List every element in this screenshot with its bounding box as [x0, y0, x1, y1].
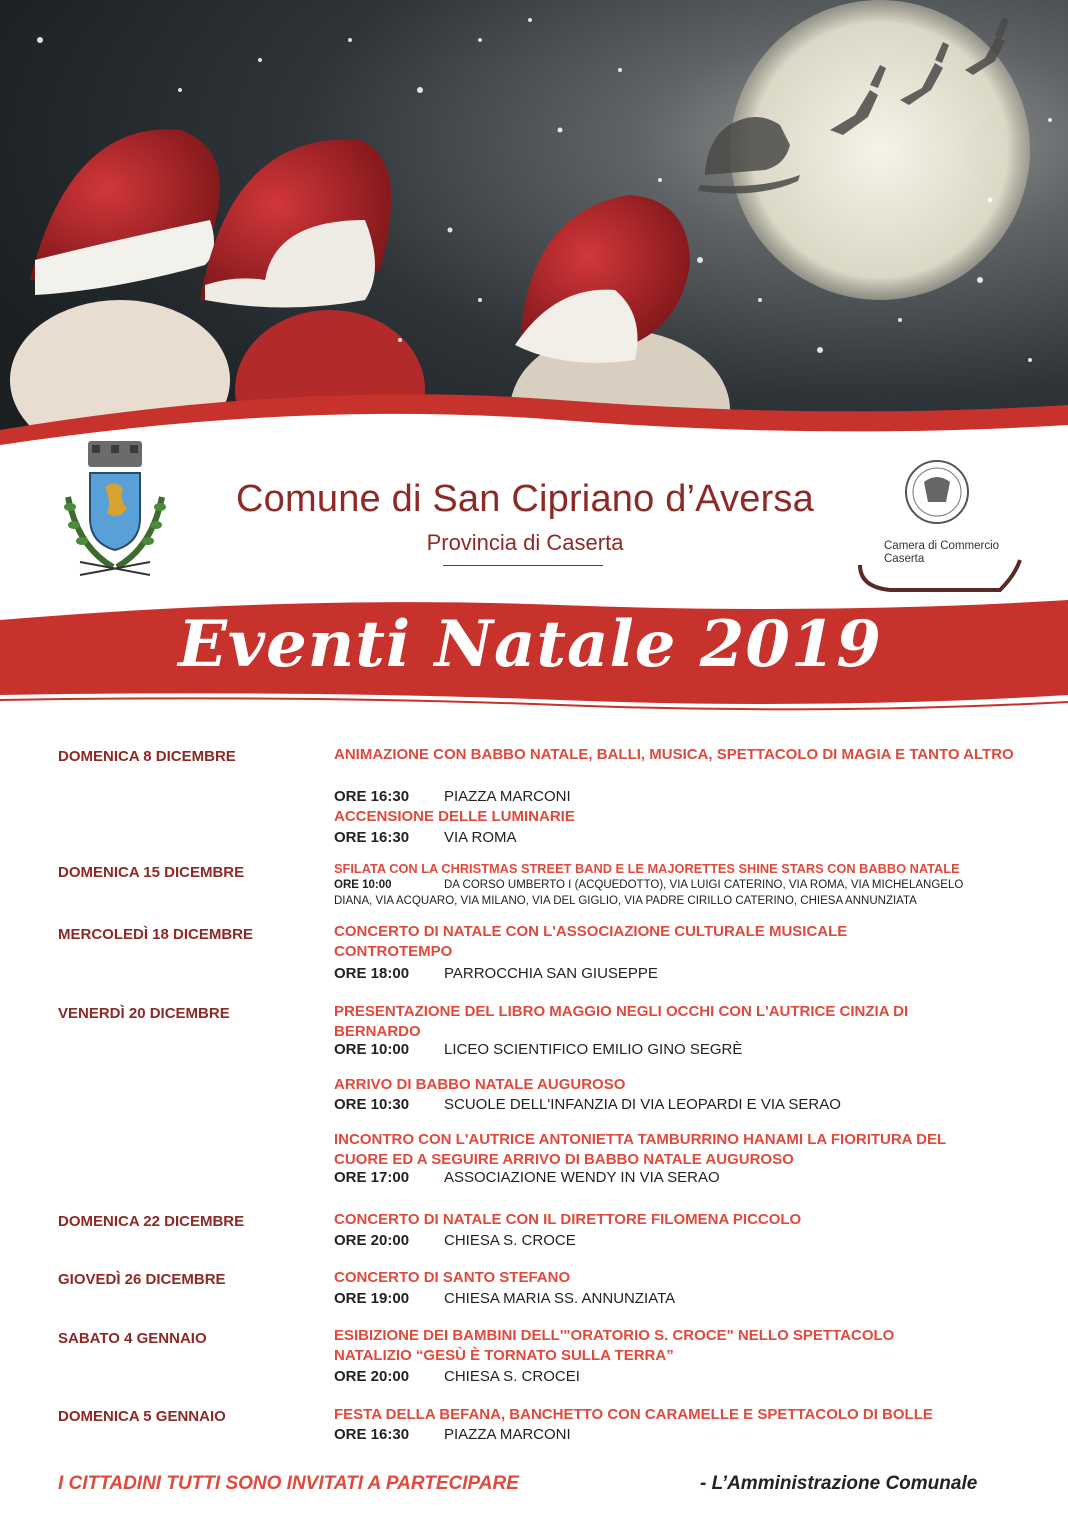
event-title: FESTA DELLA BEFANA, BANCHETTO CON CARAMELLE E SPETTACOLO DI BOLLE [334, 1406, 933, 1423]
event-title: ESIBIZIONE DEI BAMBINI DELL'"ORATORIO S. CROCE" NELLO SPETTACOLO NATALIZIO “GESÙ È TORNATO SULLA TERRA” [334, 1327, 895, 1364]
event-title: PRESENTAZIONE DEL LIBRO MAGGIO NEGLI OCCHI CON L'AUTRICE CINZIA DI BERNARDO [334, 1003, 909, 1040]
event-place: LICEO SCIENTIFICO EMILIO GINO SEGRÈ [444, 1041, 743, 1058]
day-label: SABATO 4 GENNAIO [58, 1330, 207, 1347]
event-title: ARRIVO DI BABBO NATALE AUGUROSO [334, 1076, 626, 1093]
event-detail [334, 1290, 1024, 1308]
camera-commercio-text [884, 540, 999, 566]
event-place: CHIESA S. CROCE [444, 1232, 576, 1249]
event-time: ORE 18:00 [334, 965, 410, 982]
camera-line-2: Caserta [884, 553, 925, 565]
event-time: ORE 20:00 [334, 1368, 410, 1385]
event-place: VIA ROMA [444, 829, 517, 846]
subtitle-divider [443, 565, 603, 566]
event-title: INCONTRO CON L'AUTRICE ANTONIETTA TAMBURRINO HANAMI LA FIORITURA DEL CUORE ED A SEGUIRE ARRIVO DI BABBO NATALE AUGUROSO [334, 1131, 946, 1168]
event-place: CHIESA S. CROCEI [444, 1368, 580, 1385]
event-place: PIAZZA MARCONI [444, 788, 571, 805]
event-time: ORE 10:00 [334, 1041, 410, 1058]
event-time: ORE 20:00 [334, 1232, 410, 1249]
event-time: ORE 16:30 [334, 788, 410, 805]
event-place: DA CORSO UMBERTO I (ACQUEDOTTO), VIA LUIGI CATERINO, VIA ROMA, VIA MICHELANGELO [444, 879, 964, 891]
event-title: SFILATA CON LA CHRISTMAS STREET BAND E LE MAJORETTES SHINE STARS CON BABBO NATALE [334, 861, 960, 876]
event-title: ACCENSIONE DELLE LUMINARIE [334, 808, 575, 825]
event-detail [334, 829, 1024, 847]
event-detail [334, 965, 1024, 983]
event-place: SCUOLE DELL'INFANZIA DI VIA LEOPARDI E VIA SERAO [444, 1096, 841, 1113]
comune-crest-logo [60, 437, 170, 577]
camera-commercio-logo [852, 460, 1022, 595]
hero-image [0, 0, 1068, 470]
day-label: DOMENICA 8 DICEMBRE [58, 748, 236, 765]
event-detail [334, 1426, 1024, 1444]
event-detail [334, 1232, 1024, 1250]
event-detail [334, 1096, 1024, 1114]
event-detail [334, 1368, 1024, 1386]
provincia-subtitle: Provincia di Caserta [426, 530, 624, 555]
event-detail [334, 1169, 1024, 1187]
signature-text: - L’Amministrazione Comunale [700, 1473, 978, 1494]
event-time: ORE 17:00 [334, 1169, 410, 1186]
event-title: CONCERTO DI SANTO STEFANO [334, 1269, 571, 1286]
day-label: VENERDÌ 20 DICEMBRE [58, 1005, 230, 1022]
event-time: ORE 10:30 [334, 1096, 410, 1113]
event-detail [334, 788, 1024, 806]
day-label: DOMENICA 15 DICEMBRE [58, 864, 245, 881]
day-label: GIOVEDÌ 26 DICEMBRE [58, 1271, 226, 1288]
event-time: ORE 16:30 [334, 1426, 410, 1443]
event-title: ANIMAZIONE CON BABBO NATALE, BALLI, MUSICA, SPETTACOLO DI MAGIA E TANTO ALTRO [334, 746, 1014, 763]
invitation-text: I CITTADINI TUTTI SONO INVITATI A PARTECIPARE [58, 1473, 519, 1494]
day-label: DOMENICA 5 GENNAIO [58, 1408, 226, 1425]
event-detail [334, 877, 1024, 893]
event-time: ORE 10:00 [334, 879, 392, 891]
event-place: PIAZZA MARCONI [444, 1426, 571, 1443]
event-place: CHIESA MARIA SS. ANNUNZIATA [444, 1290, 676, 1307]
day-label: DOMENICA 22 DICEMBRE [58, 1213, 245, 1230]
banner-title: Eventi Natale 2019 [178, 607, 882, 682]
event-time: ORE 16:30 [334, 829, 410, 846]
event-time: ORE 19:00 [334, 1290, 410, 1307]
event-detail [334, 1041, 1024, 1059]
comune-title: Comune di San Cipriano d’Aversa [236, 478, 814, 520]
event-title: CONCERTO DI NATALE CON L'ASSOCIAZIONE CULTURALE MUSICALE CONTROTEMPO [334, 923, 848, 960]
event-place-continued: DIANA, VIA ACQUARO, VIA MILANO, VIA DEL GIGLIO, VIA PADRE CIRILLO CATERINO, CHIESA ANNUNZIATA [334, 895, 917, 907]
day-label: MERCOLEDÌ 18 DICEMBRE [58, 926, 254, 943]
event-place: ASSOCIAZIONE WENDY IN VIA SERAO [444, 1169, 720, 1186]
event-title: CONCERTO DI NATALE CON IL DIRETTORE FILOMENA PICCOLO [334, 1211, 802, 1228]
event-place: PARROCCHIA SAN GIUSEPPE [444, 965, 658, 982]
camera-line-1: Camera di Commercio [884, 540, 1000, 552]
